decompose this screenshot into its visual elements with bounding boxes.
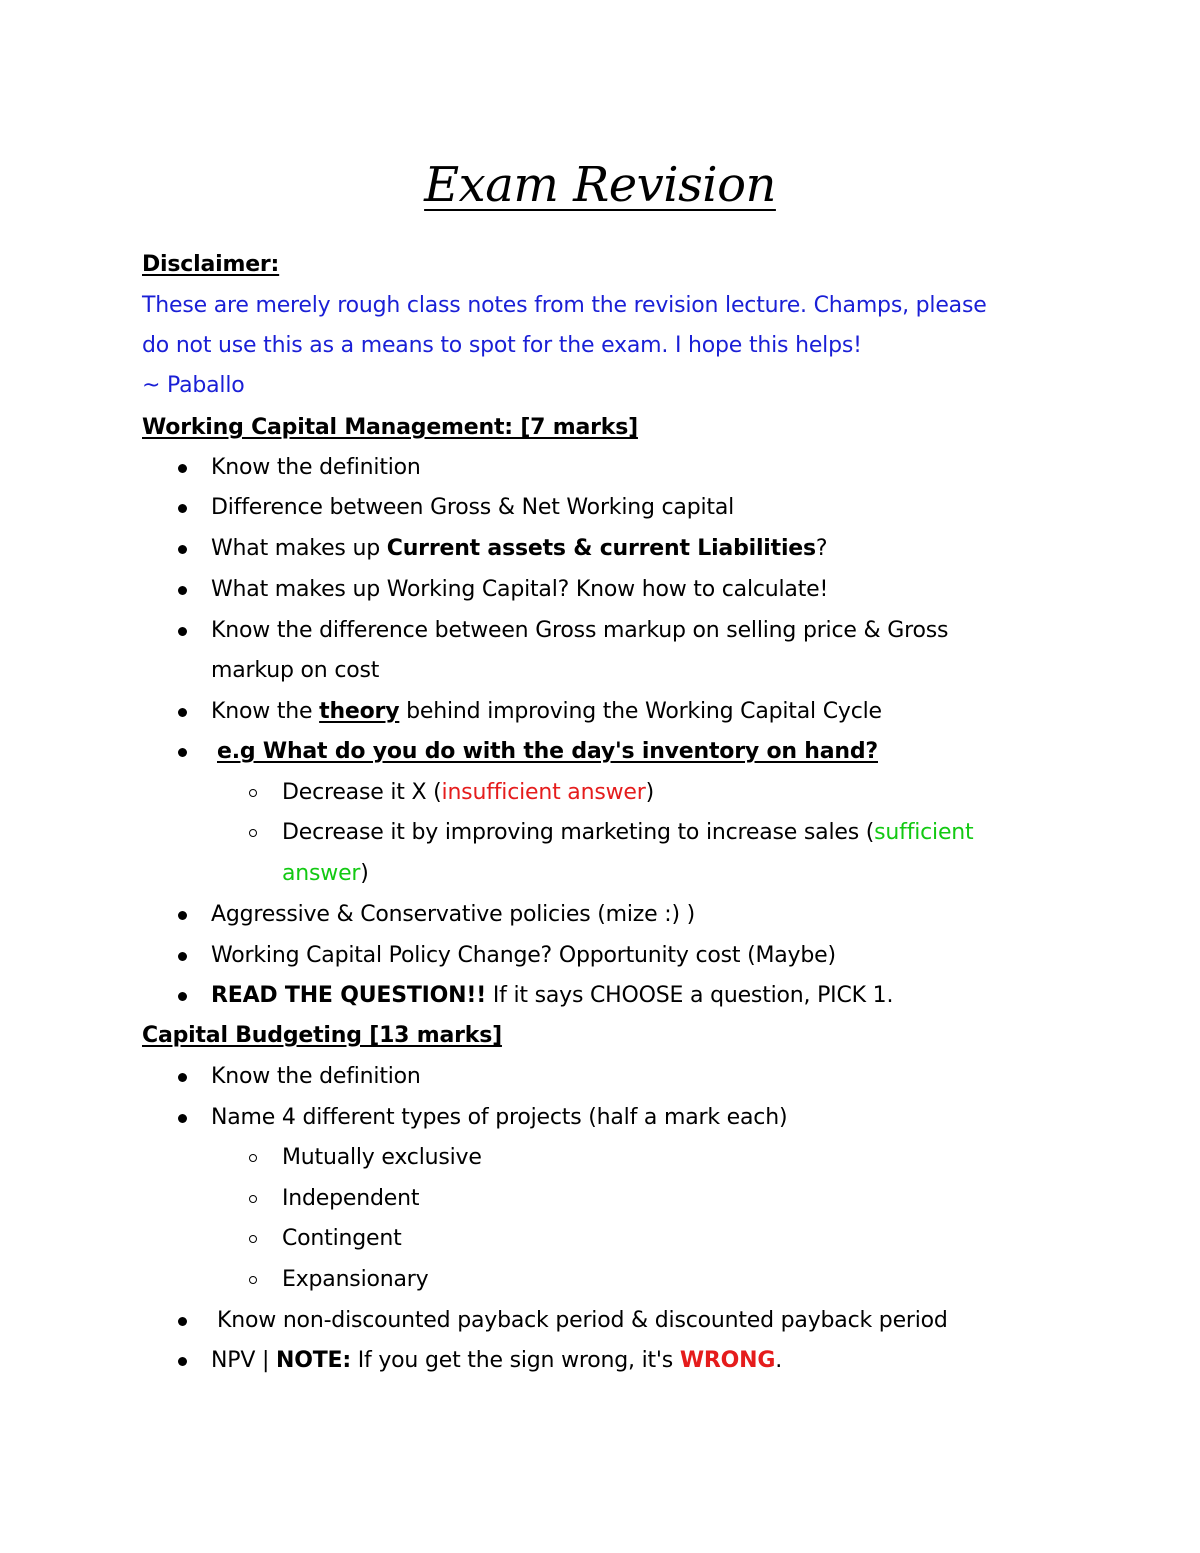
document-title: Exam Revision: [424, 157, 776, 213]
sub-bullet-icon: [249, 829, 257, 837]
item-text: If it says CHOOSE a question, PICK 1.: [486, 983, 894, 1008]
sub-bullet-icon: [249, 789, 257, 797]
list-item: Difference between Gross & Net Working capital: [211, 495, 735, 520]
list-item: [211, 976, 893, 1016]
sub-list-item: [282, 773, 654, 813]
list-item: Working Capital Policy Change? Opportunity cost (Maybe): [211, 943, 836, 968]
section-heading-capital-budgeting: Capital Budgeting [13 marks]: [142, 1023, 502, 1048]
sub-bullet-icon: [249, 1235, 257, 1243]
bullet-icon: [178, 545, 187, 554]
sub-bullet-icon: [249, 1276, 257, 1284]
sufficient-answer-label: answer: [282, 861, 361, 886]
bullet-icon: [178, 586, 187, 595]
list-item: Know non-discounted payback period & discounted payback period: [217, 1308, 948, 1333]
item-bold-text: Current assets & current Liabilities: [386, 536, 816, 561]
item-text: Know the: [211, 699, 320, 724]
bullet-icon: [178, 1357, 187, 1366]
sub-list-item: Independent: [282, 1186, 420, 1211]
item-bold-underlined-text: theory: [319, 699, 400, 724]
bullet-icon: [178, 504, 187, 513]
list-item: Know the definition: [211, 455, 421, 480]
list-item-example-question: e.g What do you do with the day's inventory on hand?: [217, 739, 878, 764]
bullet-icon: [178, 627, 187, 636]
disclaimer-heading: Disclaimer:: [142, 252, 280, 277]
disclaimer-signature: ~ Paballo: [142, 373, 245, 398]
list-item: Know the definition: [211, 1064, 421, 1089]
list-item: [211, 692, 882, 732]
wrong-emphasis: WRONG: [679, 1348, 776, 1373]
bullet-icon: [178, 1114, 187, 1123]
item-text: .: [775, 1348, 783, 1373]
sub-bullet-icon: [249, 1195, 257, 1203]
list-item: Know the difference between Gross markup on selling price & Gross: [211, 618, 949, 643]
item-bold-text: READ THE QUESTION!!: [211, 983, 487, 1008]
sub-list-item: [282, 813, 973, 853]
insufficient-answer-label: insufficient answer: [441, 780, 646, 805]
list-item: Aggressive & Conservative policies (mize :) ): [211, 902, 696, 927]
item-text: Decrease it X (: [282, 780, 442, 805]
bullet-icon: [178, 911, 187, 920]
sufficient-answer-label: sufficient: [874, 820, 974, 845]
list-item: Name 4 different types of projects (half a mark each): [211, 1105, 788, 1130]
bullet-icon: [178, 708, 187, 717]
note-label: NOTE:: [275, 1348, 351, 1373]
list-item: What makes up Working Capital? Know how to calculate!: [211, 577, 829, 602]
item-text: What makes up: [211, 536, 387, 561]
bullet-icon: [178, 1317, 187, 1326]
item-text: ?: [815, 536, 828, 561]
bullet-icon: [178, 748, 187, 757]
item-text: ): [360, 861, 369, 886]
item-text: If you get the sign wrong, it's: [350, 1348, 680, 1373]
bullet-icon: [178, 1073, 187, 1082]
bullet-icon: [178, 464, 187, 473]
sub-list-item-continuation: [282, 854, 369, 894]
section-heading-working-capital: Working Capital Management: [7 marks]: [142, 415, 638, 440]
disclaimer-text-line-1: These are merely rough class notes from the revision lecture. Champs, please: [142, 293, 987, 318]
sub-list-item: Mutually exclusive: [282, 1145, 482, 1170]
sub-list-item: Contingent: [282, 1226, 402, 1251]
list-item: [211, 529, 827, 569]
disclaimer-text-line-2: do not use this as a means to spot for the exam. I hope this helps!: [142, 333, 862, 358]
bullet-icon: [178, 992, 187, 1001]
list-item: [211, 1341, 782, 1381]
item-text: behind improving the Working Capital Cycle: [399, 699, 882, 724]
item-text: NPV |: [211, 1348, 276, 1373]
sub-bullet-icon: [249, 1154, 257, 1162]
item-text: ): [645, 780, 654, 805]
item-text: Decrease it by improving marketing to increase sales (: [282, 820, 875, 845]
list-item-continuation: markup on cost: [211, 658, 380, 683]
bullet-icon: [178, 952, 187, 961]
sub-list-item: Expansionary: [282, 1267, 429, 1292]
